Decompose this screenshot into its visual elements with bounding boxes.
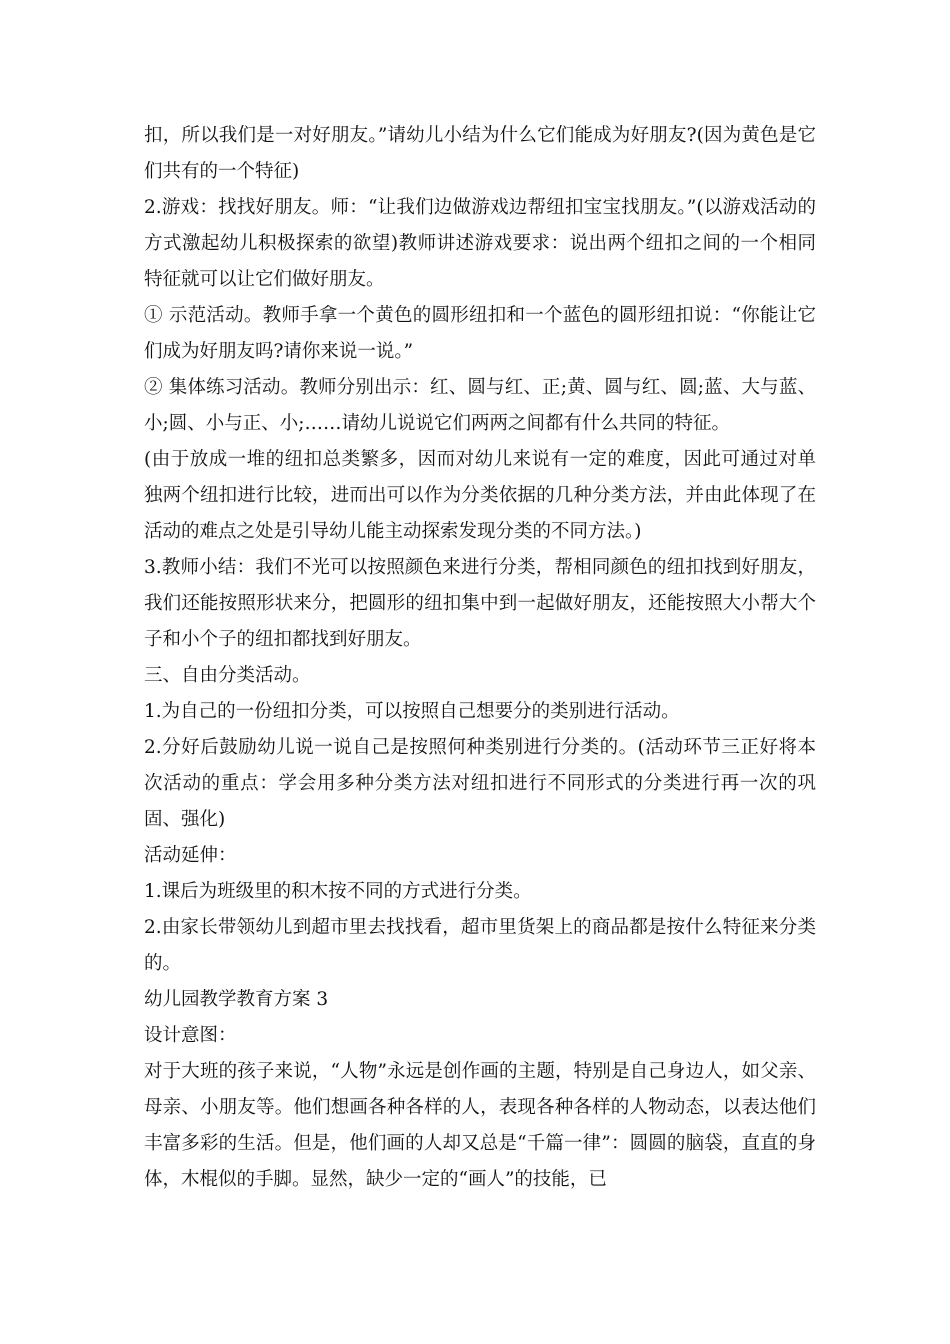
paragraph-12: 2.由家长带领幼儿到超市里去找找看，超市里货架上的商品都是按什么特征来分类的。 bbox=[144, 917, 816, 974]
subheading-design-intent: 设计意图： bbox=[144, 1025, 237, 1046]
paragraph-3: ① 示范活动。教师手拿一个黄色的圆形纽扣和一个蓝色的圆形纽扣说：“你能让它们成为好朋友吗?请你来说一说。” bbox=[144, 305, 816, 362]
paragraph-6: 3.教师小结：我们不光可以按照颜色来进行分类，帮相同颜色的纽扣找到好朋友，我们还能按照形状来分，把圆形的纽扣集中到一起做好朋友，还能按照大小帮大个子和小个子的纽扣都找到好朋友。 bbox=[144, 557, 816, 650]
paragraph-8: 1.为自己的一份纽扣分类，可以按照自己想要分的类别进行活动。 bbox=[144, 701, 680, 722]
plan-title: 幼儿园教学教育方案 3 bbox=[144, 989, 329, 1010]
paragraph-4: ② 集体练习活动。教师分别出示：红、圆与红、正;黄、圆与红、圆;蓝、大与蓝、小;圆、小与正、小;……请幼儿说说它们两两之间都有什么共同的特征。 bbox=[144, 377, 816, 434]
paragraph-2: 2.游戏：找找好朋友。师：“让我们边做游戏边帮纽扣宝宝找朋友。”(以游戏活动的方式激起幼儿积极探索的欲望)教师讲述游戏要求：说出两个纽扣之间的一个相同特征就可以让它们做好朋友。 bbox=[144, 197, 816, 290]
section-heading: 三、自由分类活动。 bbox=[144, 665, 311, 686]
paragraph-1: 扣，所以我们是一对好朋友。”请幼儿小结为什么它们能成为好朋友?(因为黄色是它们共有的一个特征) bbox=[144, 125, 816, 182]
paragraph-11: 1.课后为班级里的积木按不同的方式进行分类。 bbox=[144, 881, 532, 902]
subheading-extension: 活动延伸： bbox=[144, 845, 237, 866]
paragraph-9: 2.分好后鼓励幼儿说一说自己是按照何种类别进行分类的。(活动环节三正好将本次活动的重点：学会用多种分类方法对纽扣进行不同形式的分类进行再一次的巩固、强化) bbox=[144, 737, 816, 830]
paragraph-5: (由于放成一堆的纽扣总类繁多，因而对幼儿来说有一定的难度，因此可通过对单独两个纽扣进行比较，进而出可以作为分类依据的几种分类方法，并由此体现了在活动的难点之处是引导幼儿能主动探索发现分类的不同方法。) bbox=[144, 449, 816, 542]
paragraph-15: 对于大班的孩子来说，“人物”永远是创作画的主题，特别是自己身边人，如父亲、母亲、小朋友等。他们想画各种各样的人，表现各种各样的人物动态，以表达他们丰富多彩的生活。但是，他们画的人却又总是“千篇一律”：圆圆的脑袋，直直的身体，木棍似的手脚。显然，缺少一定的“画人”的技能，已 bbox=[144, 1061, 816, 1190]
document-page bbox=[144, 118, 816, 1198]
